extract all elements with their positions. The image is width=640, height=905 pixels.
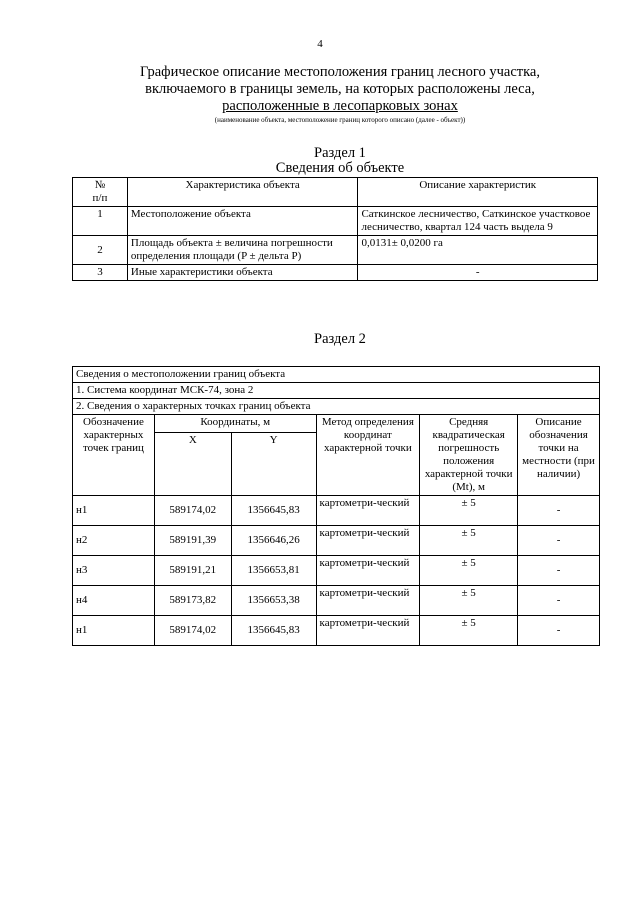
row-characteristic: Местоположение объекта	[127, 207, 358, 236]
title-line-1: Графическое описание местоположения границ лесного участка,	[140, 64, 540, 80]
title-line-2: включаемого в границы земель, на которых расположены леса,	[145, 81, 535, 97]
point-description: -	[518, 526, 600, 556]
section1-subheading: Сведения об объекте	[275, 160, 405, 176]
header-x: X	[154, 433, 231, 496]
table-row	[73, 586, 600, 616]
points-info-row: 2. Сведения о характерных точках границ объекта	[73, 399, 600, 415]
point-error: ± 5	[420, 586, 518, 616]
row-num: 2	[73, 236, 128, 265]
coordinate-system-row: 1. Система координат МСК-74, зона 2	[73, 383, 600, 399]
row-characteristic: Площадь объекта ± величина погрешности определения площади (P ± дельта P)	[127, 236, 358, 265]
header-designation: Обозначение характерных точек границ	[73, 415, 155, 496]
row-num: 3	[73, 265, 128, 281]
title-line-3: расположенные в лесопарковых зонах	[222, 98, 458, 114]
table-row	[73, 236, 598, 265]
point-designation: н1	[73, 616, 155, 646]
point-error: ± 5	[420, 556, 518, 586]
object-info-table	[72, 177, 598, 281]
point-description: -	[518, 556, 600, 586]
row-characteristic: Иные характеристики объекта	[127, 265, 358, 281]
table-row	[73, 207, 598, 236]
point-error: ± 5	[420, 616, 518, 646]
row-num: 1	[73, 207, 128, 236]
point-x: 589173,82	[154, 586, 231, 616]
point-y: 1356645,83	[231, 496, 316, 526]
point-x: 589174,02	[154, 496, 231, 526]
point-description: -	[518, 586, 600, 616]
point-method: картометри-ческий	[316, 526, 420, 556]
header-coordinates: Координаты, м	[154, 415, 316, 433]
point-designation: н4	[73, 586, 155, 616]
title-note: (наименование объекта, местоположение границ которого описано (далее - объект))	[214, 116, 466, 124]
point-method: картометри-ческий	[316, 616, 420, 646]
point-x: 589191,39	[154, 526, 231, 556]
table-row	[73, 265, 598, 281]
point-x: 589174,02	[154, 616, 231, 646]
boundary-points-table	[72, 366, 600, 646]
point-error: ± 5	[420, 496, 518, 526]
row-description: 0,0131± 0,0200 га	[358, 236, 598, 265]
section2-heading: Раздел 2	[314, 331, 366, 347]
location-info-row: Сведения о местоположении границ объекта	[73, 367, 600, 383]
point-y: 1356653,81	[231, 556, 316, 586]
point-designation: н3	[73, 556, 155, 586]
page-number: 4	[317, 38, 323, 50]
point-description: -	[518, 616, 600, 646]
point-y: 1356645,83	[231, 616, 316, 646]
table-header-row	[73, 178, 598, 207]
header-method: Метод определения координат характерной точки	[316, 415, 420, 496]
table-row	[73, 496, 600, 526]
row-description: Саткинское лесничество, Саткинское участковое лесничество, квартал 124 часть выдела 9	[358, 207, 598, 236]
header-description: Описание характеристик	[358, 178, 598, 207]
row-description: -	[358, 265, 598, 281]
point-method: картометри-ческий	[316, 556, 420, 586]
point-description: -	[518, 496, 600, 526]
point-designation: н1	[73, 496, 155, 526]
point-method: картометри-ческий	[316, 586, 420, 616]
point-y: 1356646,26	[231, 526, 316, 556]
header-y: Y	[231, 433, 316, 496]
section1-heading: Раздел 1	[314, 145, 366, 161]
table-row	[73, 526, 600, 556]
point-error: ± 5	[420, 526, 518, 556]
table-row	[73, 616, 600, 646]
document-title	[60, 64, 620, 115]
header-characteristic: Характеристика объекта	[127, 178, 358, 207]
point-y: 1356653,38	[231, 586, 316, 616]
header-error: Средняя квадратическая погрешность положения характерной точки (Mt), м	[420, 415, 518, 496]
point-x: 589191,21	[154, 556, 231, 586]
point-designation: н2	[73, 526, 155, 556]
table-row	[73, 556, 600, 586]
header-description: Описание обозначения точки на местности (при наличии)	[518, 415, 600, 496]
point-method: картометри-ческий	[316, 496, 420, 526]
header-num: № п/п	[73, 178, 128, 207]
